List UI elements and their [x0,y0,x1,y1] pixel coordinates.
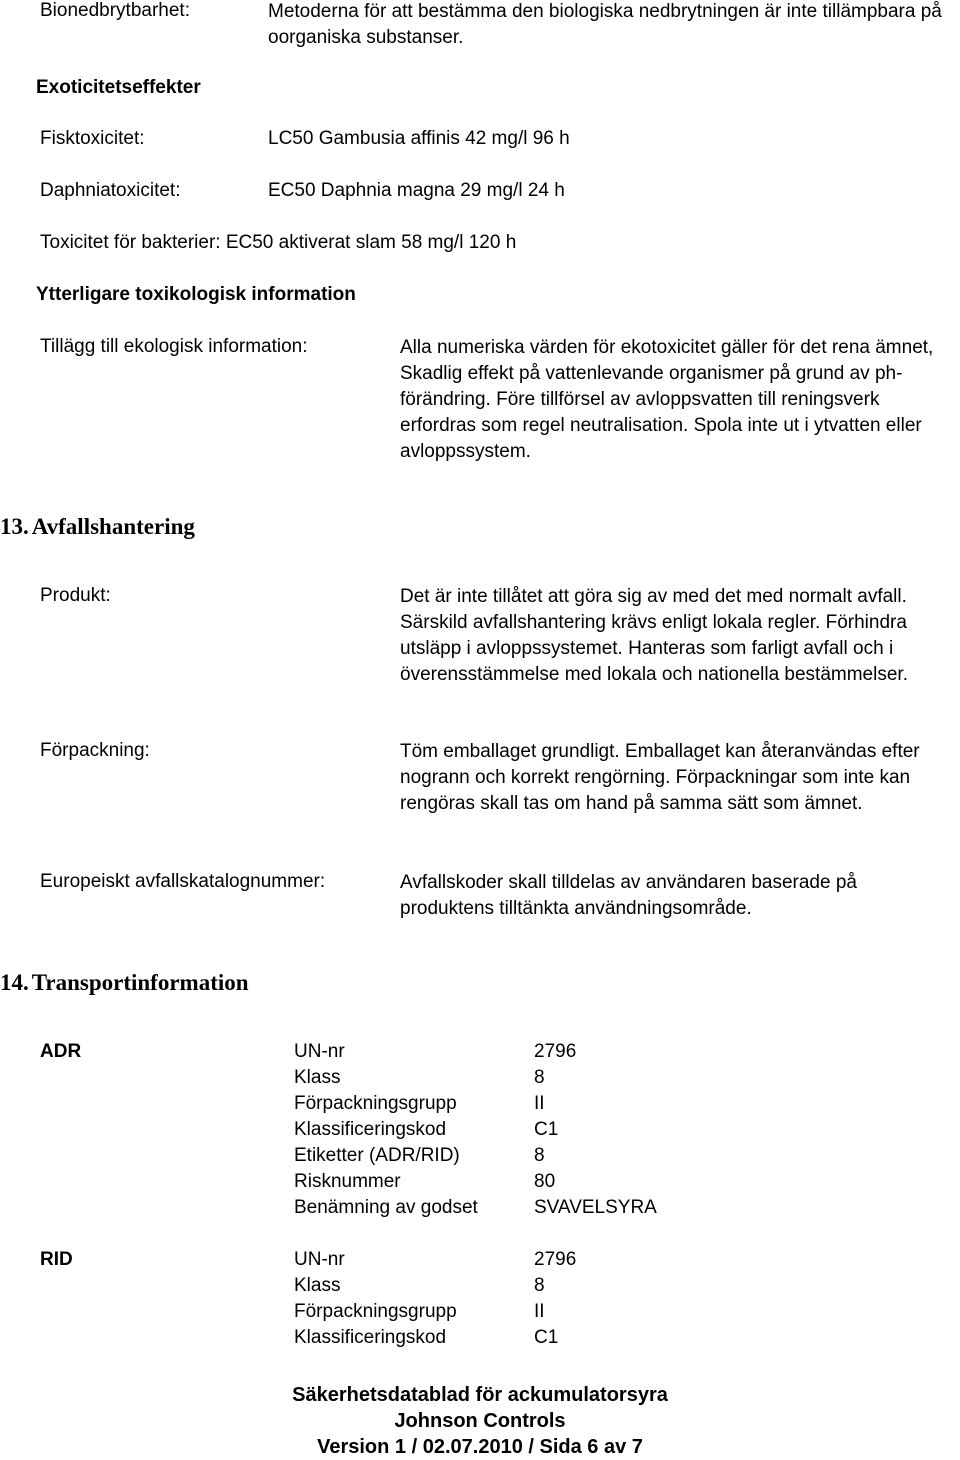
adr-key: Risknummer [294,1171,401,1192]
rid-key: Klassificeringskod [294,1327,447,1348]
eu-waste-text: Avfallskoder skall tilldelas av användaren baserade på produktens tilltänkta användningsområde. [400,872,857,919]
adr-value: II [534,1093,545,1114]
extra-eco-label: Tillägg till ekologisk information: [40,336,308,357]
daphnia-toxicity-label: Daphniatoxicitet: [40,180,181,201]
adr-label: ADR [40,1041,82,1062]
adr-value: 8 [534,1145,545,1166]
adr-value: SVAVELSYRA [534,1197,657,1218]
adr-key: Klass [294,1067,341,1088]
adr-value: 8 [534,1067,545,1088]
rid-value: C1 [534,1327,559,1348]
rid-label: RID [40,1249,73,1270]
rid-value: II [534,1301,545,1322]
extra-eco-text: Alla numeriska värden för ekotoxicitet gäller för det rena ämnet, Skadlig effekt på vattenlevande organismer på grund av ph-förändring. Före tillförsel av avloppsvatten till reningsverk erfordras som regel neutralisation. Spola inte ut i ytvatten eller avloppssystem. [400,337,934,462]
rid-value: 8 [534,1275,545,1296]
daphnia-toxicity-value: EC50 Daphnia magna 29 mg/l 24 h [268,180,565,201]
product-text: Det är inte tillåtet att göra sig av med det med normalt avfall. Särskild avfallshantering krävs enligt lokala regler. Förhindra utsläpp i avloppssystemet. Hanteras som farligt avfall och i överensstämmelse med lokala och nationella bestämmelser. [400,586,908,685]
adr-value: 80 [534,1171,556,1192]
rid-value: 2796 [534,1249,577,1270]
eu-waste-label: Europeiskt avfallskatalognummer: [40,871,326,892]
section-13-heading [0,514,195,540]
rid-key: Klass [294,1275,341,1296]
product-label: Produkt: [40,585,111,606]
biodegradability-label: Bionedbrytbarhet: [40,0,190,21]
footer-company: Johnson Controls [394,1410,566,1432]
fish-toxicity-label: Fisktoxicitet: [40,128,145,149]
packaging-label: Förpackning: [40,740,150,761]
adr-key: UN-nr [294,1041,345,1062]
footer-document-title: Säkerhetsdatablad för ackumulatorsyra [292,1384,668,1406]
section-14-number: 14. [0,970,29,995]
tox-info-heading: Ytterligare toxikologisk information [36,284,356,305]
adr-key: Benämning av godset [294,1197,478,1218]
section-13-number: 13. [0,514,29,539]
footer-version: Version 1 / 02.07.2010 / Sida 6 av 7 [317,1436,643,1458]
section-14-heading [0,970,249,996]
fish-toxicity-value: LC50 Gambusia affinis 42 mg/l 96 h [268,128,570,149]
adr-key: Klassificeringskod [294,1119,447,1140]
section-14-title: Transportinformation [31,970,249,995]
rid-key: UN-nr [294,1249,345,1270]
packaging-text: Töm emballaget grundligt. Emballaget kan återanvändas efter nogrann och korrekt rengörning. Förpackningar som inte kan rengöras skall tas om hand på samma sätt som ämnet. [400,741,920,814]
biodegradability-text: Metoderna för att bestämma den biologiska nedbrytningen är inte tillämpbara på oorganiska substanser. [268,1,942,48]
rid-key: Förpackningsgrupp [294,1301,457,1322]
adr-key: Förpackningsgrupp [294,1093,457,1114]
adr-value: 2796 [534,1041,577,1062]
section-13-title: Avfallshantering [31,514,195,539]
adr-key: Etiketter (ADR/RID) [294,1145,460,1166]
eco-effects-heading: Exoticitetseffekter [36,77,201,98]
adr-value: C1 [534,1119,559,1140]
bacteria-toxicity-line: Toxicitet för bakterier: EC50 aktiverat slam 58 mg/l 120 h [40,232,517,253]
